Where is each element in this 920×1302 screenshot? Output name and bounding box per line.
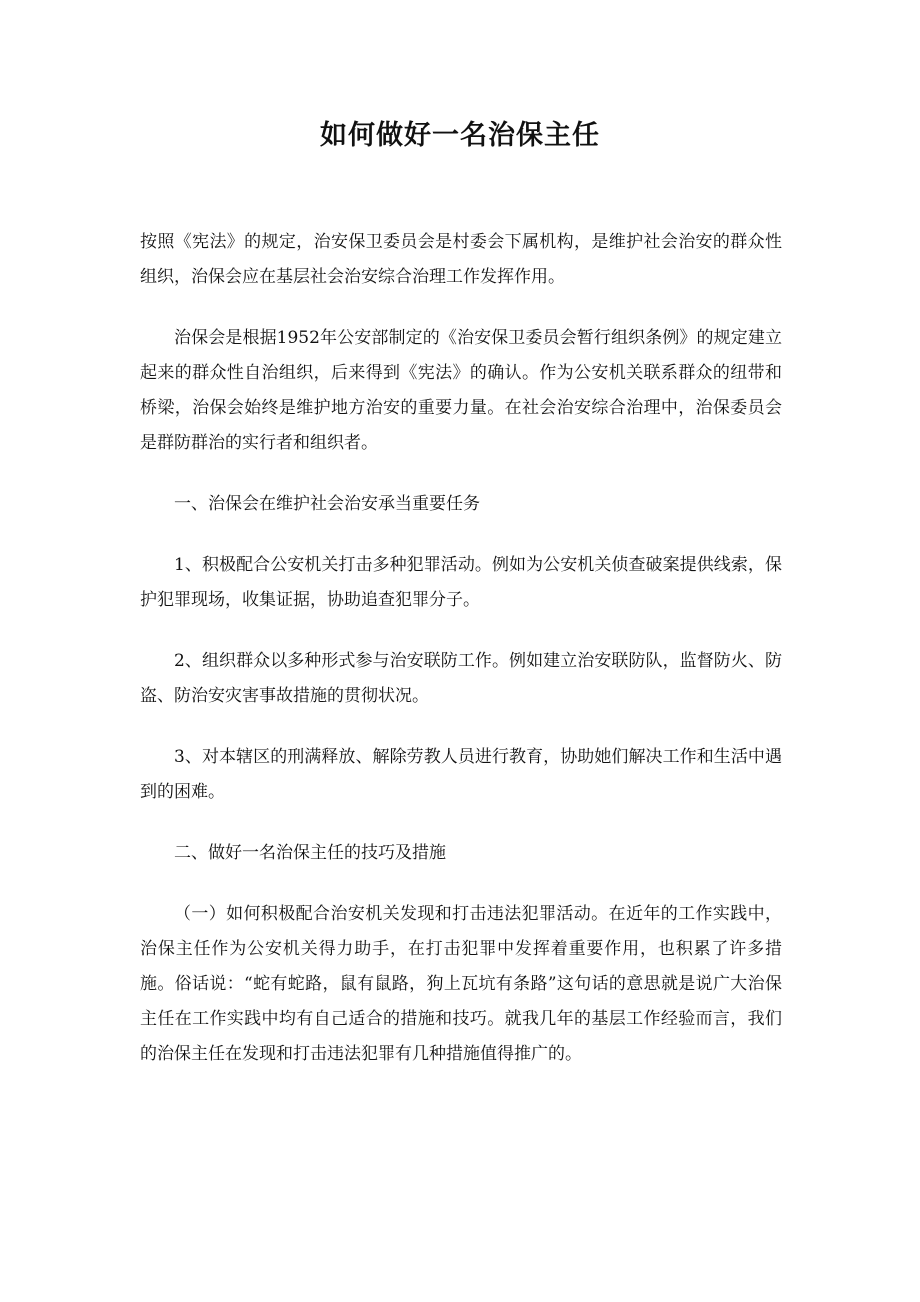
document-body [140,225,782,1098]
list-item-3: 3、对本辖区的刑满释放、解除劳教人员进行教育，协助她们解决工作和生活中遇到的困难。 [140,747,782,802]
list-item-2: 2、组织群众以多种形式参与治安联防工作。例如建立治安联防队，监督防火、防盗、防治安灾害事故措施的贯彻状况。 [140,651,782,706]
section-heading-1: 一、治保会在维护社会治安承当重要任务 [174,494,480,514]
section-heading-2: 二、做好一名治保主任的技巧及措施 [174,843,446,863]
paragraph-history: 治保会是根据1952年公安部制定的《治安保卫委员会暂行组织条例》的规定建立起来的群众性自治组织，后来得到《宪法》的确认。作为公安机关联系群众的纽带和桥梁，治保会始终是维护地方治安的重要力量。在社会治安综合治理中，治保委员会是群防群治的实行者和组织者。 [140,328,782,453]
paragraph-methods: （一）如何积极配合治安机关发现和打击违法犯罪活动。在近年的工作实践中，治保主任作为公安机关得力助手，在打击犯罪中发挥着重要作用，也积累了许多措施。俗话说：“蛇有蛇路，鼠有鼠路，狗上瓦坑有条路”这句话的意思就是说广大治保主任在工作实践中均有自己适合的措施和技巧。就我几年的基层工作经验而言，我们的治保主任在发现和打击违法犯罪有几种措施值得推广的。 [140,904,782,1064]
paragraph-constitution-intro: 按照《宪法》的规定，治安保卫委员会是村委会下属机构，是维护社会治安的群众性组织，治保会应在基层社会治安综合治理工作发挥作用。 [140,232,782,287]
document-title: 如何做好一名治保主任 [320,120,600,151]
list-item-1: 1、积极配合公安机关打击多种犯罪活动。例如为公安机关侦查破案提供线索，保护犯罪现场，收集证据，协助追查犯罪分子。 [140,555,782,610]
